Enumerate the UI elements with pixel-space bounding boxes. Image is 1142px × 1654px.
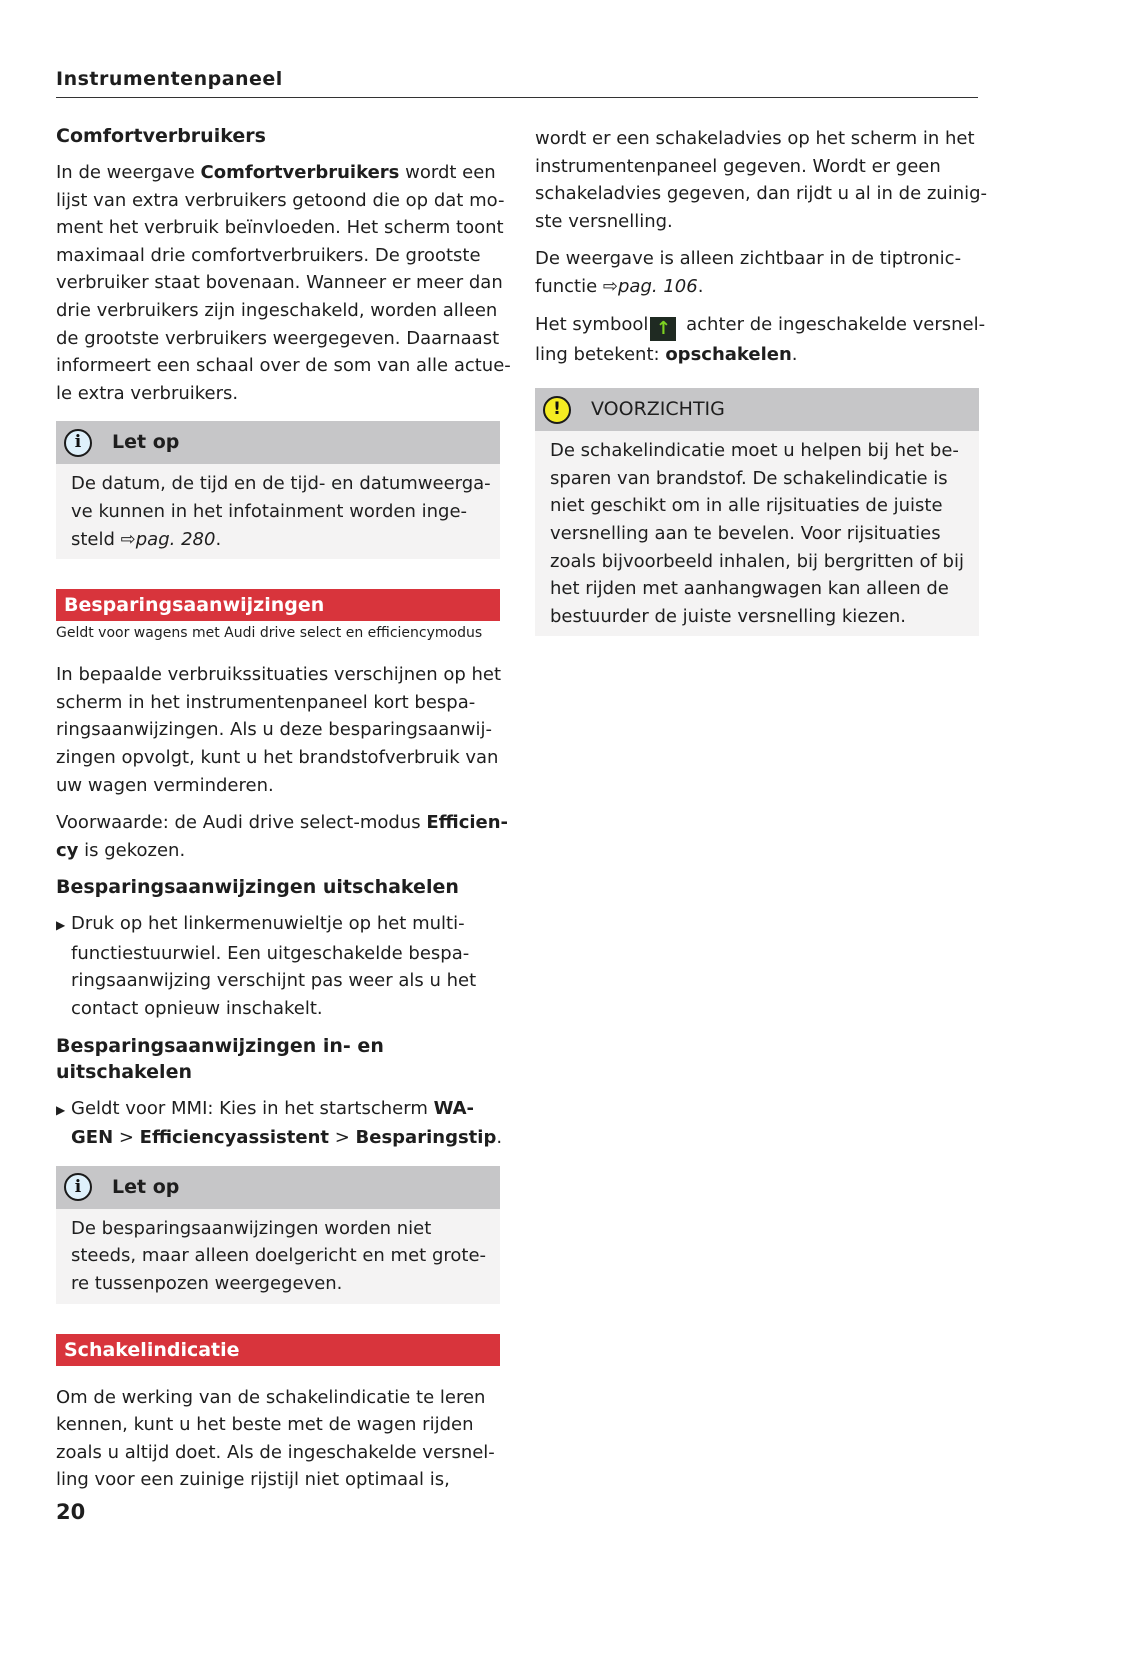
text-line — [535, 273, 979, 301]
bullet-step — [56, 1095, 503, 1152]
text-line — [535, 208, 979, 236]
text-line — [550, 520, 965, 548]
text-line — [535, 245, 979, 273]
text: versnelling aan te bevelen. Voor rijsituaties — [550, 522, 941, 544]
text: bestuurder de juiste versnelling kiezen. — [550, 605, 907, 627]
text-line — [56, 1466, 500, 1494]
bold-text: GEN — [71, 1127, 114, 1149]
text: . — [791, 343, 798, 365]
page-reference: pag. 280 — [135, 528, 216, 550]
warning-title: VOORZICHTIG — [591, 397, 725, 420]
note-header — [56, 421, 500, 464]
text-line — [550, 603, 965, 631]
text: re tussenpozen weergegeven. — [71, 1273, 343, 1295]
text: steeds, maar alleen doelgericht en met grote- — [71, 1245, 487, 1267]
bullet-triangle-icon: ▶ — [56, 918, 66, 933]
text-line — [56, 214, 504, 242]
bullet-triangle-icon: ▶ — [56, 1102, 66, 1117]
right-column — [535, 125, 988, 666]
text: wordt een — [399, 162, 496, 183]
text-line — [56, 242, 500, 270]
text: . — [215, 528, 222, 550]
text-line — [550, 548, 965, 576]
text: verbruiker staat bovenaan. Wanneer er meer dan — [56, 272, 503, 294]
text-line — [550, 492, 965, 520]
text: de grootste verbruikers weergegeven. Daarnaast — [56, 327, 500, 349]
text: Druk op het linkermenuwieltje op het multi- — [71, 913, 465, 935]
text: . — [496, 1127, 503, 1149]
text: informeert een schaal over de som van alle actue- — [56, 355, 511, 377]
text: > — [329, 1127, 356, 1149]
text-line — [56, 352, 511, 380]
info-icon: i — [64, 1173, 92, 1201]
text-line — [56, 325, 500, 353]
text: ste versnelling. — [535, 210, 673, 232]
upshift-arrow-icon: ↑ — [650, 317, 676, 341]
text-line — [56, 380, 500, 408]
paragraph-upshift — [535, 311, 986, 369]
text: is gekozen. — [78, 839, 186, 861]
text-line — [71, 470, 491, 498]
text-line — [535, 153, 979, 181]
bold-text: cy — [56, 839, 79, 861]
section-subtitle: Geldt voor wagens met Audi drive select en efficiencymodus — [56, 625, 483, 642]
text: instrumentenpaneel gegeven. Wordt er geen — [535, 155, 941, 177]
text: wordt er een schakeladvies op het scherm in het — [535, 128, 975, 149]
text: . — [697, 275, 704, 297]
text-line — [56, 744, 500, 772]
text: Het symbool — [535, 313, 649, 335]
section-title-schakelindicatie: Schakelindicatie — [56, 1334, 500, 1366]
text-line — [56, 1384, 500, 1412]
text: le extra verbruikers. — [56, 382, 239, 404]
text-line — [71, 1242, 486, 1270]
heading-comfortverbruikers: Comfortverbruikers — [56, 125, 266, 147]
text: Geldt voor MMI: Kies in het startscherm — [71, 1097, 434, 1119]
page-reference: pag. 106 — [618, 275, 698, 297]
text: achter de ingeschakelde versnel- — [680, 313, 986, 335]
text: het rijden met aanhangwagen kan alleen de — [550, 578, 949, 600]
note-title: Let op — [112, 1175, 180, 1198]
text: ment het verbruik beïnvloeden. Het scherm toont — [56, 217, 504, 239]
text: functie ⇨ — [535, 275, 618, 297]
note-body — [56, 1209, 500, 1304]
text-line — [71, 1270, 486, 1298]
text-line — [550, 575, 965, 603]
text-line — [56, 1095, 500, 1125]
text: kennen, kunt u het beste met de wagen rijden — [56, 1414, 474, 1436]
paragraph — [535, 245, 979, 300]
text: ling voor een zuinige rijstijl niet optimaal is, — [56, 1469, 450, 1491]
text-line — [550, 465, 965, 493]
bullet-step — [56, 910, 500, 1022]
text: In bepaalde verbruikssituaties verschijnen op het — [56, 664, 502, 686]
text-line — [56, 1411, 500, 1439]
bold-text: Efficiencyassistent — [139, 1127, 329, 1149]
text: drie verbruikers zijn ingeschakeld, worden alleen — [56, 299, 498, 321]
running-header: Instrumentenpaneel — [56, 68, 283, 90]
note-header — [56, 1166, 500, 1209]
text: zingen opvolgt, kunt u het brandstofverbruik van — [56, 746, 499, 768]
text-line — [56, 1439, 500, 1467]
text-line — [71, 940, 500, 968]
text: zoals bijvoorbeeld inhalen, bij bergritten of bij — [550, 550, 964, 572]
text: > — [113, 1127, 140, 1149]
text: Voorwaarde: de Audi drive select-modus — [56, 812, 427, 834]
page-number: 20 — [56, 1500, 86, 1524]
text-line — [56, 187, 505, 215]
text-line — [56, 910, 500, 940]
text-line — [56, 159, 500, 187]
text-line — [56, 837, 500, 865]
bold-text: Comfortverbruikers — [200, 162, 400, 183]
text-line — [56, 269, 503, 297]
text: functiestuurwiel. Een uitgeschakelde bespa- — [71, 942, 470, 964]
info-icon: i — [64, 429, 92, 457]
warning-box — [535, 388, 979, 636]
text-line — [71, 967, 500, 995]
text: maximaal drie comfortverbruikers. De grootste — [56, 244, 481, 266]
text: scherm in het instrumentenpaneel kort bespa- — [56, 691, 476, 713]
warning-body — [535, 431, 979, 636]
text: ringsaanwijzing verschijnt pas weer als u het — [71, 970, 477, 992]
text: In de weergave — [56, 162, 201, 183]
text-line — [56, 689, 500, 717]
text-line — [535, 125, 979, 153]
note-body — [56, 464, 500, 559]
text: ve kunnen in het infotainment worden inge- — [71, 500, 468, 522]
text-line — [71, 526, 486, 554]
text-line — [56, 661, 500, 689]
heading-uitschakelen: Besparingsaanwijzingen uitschakelen — [56, 876, 459, 899]
text-line — [71, 1215, 486, 1243]
note-title: Let op — [112, 431, 180, 454]
text: De weergave is alleen zichtbaar in de tiptronic- — [535, 248, 962, 270]
paragraph — [56, 1384, 500, 1494]
text: De besparingsaanwijzingen worden niet — [71, 1217, 432, 1239]
text-line — [71, 995, 500, 1023]
text: De datum, de tijd en de tijd- en datumweerga- — [71, 473, 491, 495]
paragraph — [56, 661, 500, 799]
note-box — [56, 1166, 500, 1304]
text-line — [535, 180, 988, 208]
warning-icon: ! — [543, 396, 571, 424]
text-line — [71, 1124, 503, 1152]
bold-text: opschakelen — [665, 343, 792, 365]
text: Om de werking van de schakelindicatie te leren — [56, 1386, 486, 1408]
header-rule — [56, 97, 978, 98]
text-line — [56, 809, 509, 837]
text-line — [550, 437, 965, 465]
note-box — [56, 421, 500, 559]
warning-header — [535, 388, 979, 431]
text: lijst van extra verbruikers getoond die op dat mo- — [56, 189, 505, 211]
section-title-besparingsaanwijzingen: Besparingsaanwijzingen — [56, 589, 500, 621]
text: steld ⇨ — [71, 528, 136, 550]
text-line — [56, 716, 500, 744]
paragraph — [56, 809, 509, 864]
text: ringsaanwijzingen. Als u deze besparingsaanwij- — [56, 719, 492, 741]
text-line — [56, 772, 500, 800]
bold-text: Efficien- — [426, 812, 509, 834]
left-column — [56, 123, 511, 1504]
text: uw wagen verminderen. — [56, 774, 274, 796]
text: niet geschikt om in alle rijsituaties de juiste — [550, 495, 943, 517]
bold-text: WA- — [433, 1097, 475, 1119]
text: sparen van brandstof. De schakelindicatie is — [550, 467, 948, 489]
text: De schakelindicatie moet u helpen bij het be- — [550, 440, 959, 462]
heading-in-uitschakelen: Besparingsaanwijzingen in- en uitschakelen — [56, 1034, 384, 1083]
paragraph — [535, 125, 988, 235]
bold-text: Besparingstip — [355, 1127, 497, 1149]
text-line — [56, 297, 500, 325]
text: zoals u altijd doet. Als de ingeschakelde versnel- — [56, 1441, 495, 1463]
text: schakeladvies gegeven, dan rijdt u al in de zuinig- — [535, 183, 988, 205]
text: ling betekent: — [535, 343, 666, 365]
text: contact opnieuw inschakelt. — [71, 998, 323, 1020]
paragraph — [56, 159, 511, 407]
text-line — [71, 498, 486, 526]
